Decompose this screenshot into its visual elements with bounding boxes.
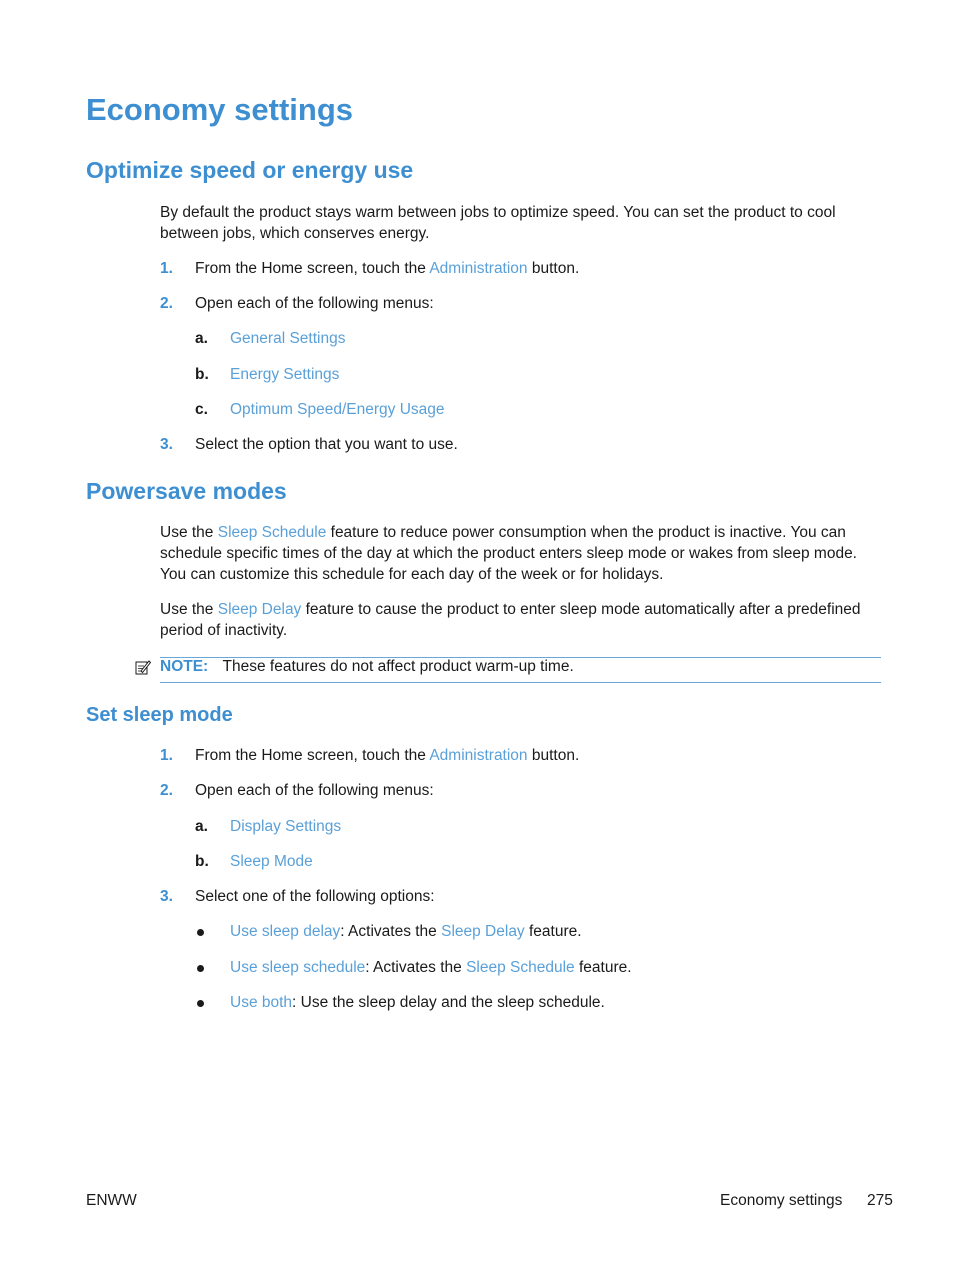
footer-left: ENWW [86, 1192, 137, 1209]
sleep-mode-link[interactable]: Sleep Mode [230, 853, 313, 870]
menu-letter: b. [195, 853, 209, 870]
note-label: NOTE: [160, 658, 209, 675]
intro-paragraph: By default the product stays warm between jobs to optimize speed. You can set the product to cool between jobs, which conserves energy. [160, 204, 836, 242]
sleep-schedule-link[interactable]: Sleep Schedule [217, 524, 327, 541]
use-sleep-delay-link[interactable]: Use sleep delay [230, 923, 341, 940]
note [160, 656, 574, 677]
section-heading-powersave: Powersave modes [86, 478, 287, 504]
step-number: 3. [160, 888, 173, 905]
sleep-delay-link[interactable]: Sleep Delay [441, 923, 525, 940]
menu-letter: c. [195, 401, 208, 418]
administration-link[interactable]: Administration [429, 747, 528, 764]
sleep-delay-link[interactable]: Sleep Delay [217, 601, 302, 618]
display-settings-link[interactable]: Display Settings [230, 818, 342, 835]
page-number: 275 [867, 1192, 893, 1209]
note-bottom-rule [160, 682, 881, 683]
step-number: 2. [160, 295, 173, 312]
bullet-icon [197, 1000, 204, 1007]
step-number: 1. [160, 747, 173, 764]
menu-letter: a. [195, 330, 208, 347]
bullet-icon [197, 929, 204, 936]
footer-section: Economy settings [720, 1192, 843, 1209]
sleep-schedule-link[interactable]: Sleep Schedule [466, 959, 575, 976]
sleep-schedule-paragraph: Use the Sleep Schedule feature to reduce power consumption when the product is inactive. You can schedule specific times of the day at which the product enters sleep mode or wakes from sleep mode. You can customize this schedule for each day of the week or for holidays. [160, 524, 857, 583]
page-title: Economy settings [86, 92, 353, 127]
optimum-speed-energy-link[interactable]: Optimum Speed/Energy Usage [230, 401, 445, 418]
administration-link[interactable]: Administration [429, 260, 528, 277]
section-heading-sleep-mode: Set sleep mode [86, 704, 233, 726]
note-pencil-icon [135, 659, 151, 675]
use-sleep-schedule-link[interactable]: Use sleep schedule [230, 959, 366, 976]
section-heading-optimize: Optimize speed or energy use [86, 157, 414, 183]
menu-letter: a. [195, 818, 208, 835]
step-number: 1. [160, 260, 173, 277]
step-number: 2. [160, 782, 173, 799]
menu-letter: b. [195, 366, 209, 383]
sleep-delay-paragraph: Use the Sleep Delay feature to cause the product to enter sleep mode automatically after a predefined period of inactivity. [160, 601, 861, 639]
bullet-icon [197, 965, 204, 972]
energy-settings-link[interactable]: Energy Settings [230, 366, 340, 383]
general-settings-link[interactable]: General Settings [230, 330, 346, 347]
note-text: These features do not affect product warm-up time. [222, 658, 574, 675]
use-both-link[interactable]: Use both [230, 994, 293, 1011]
step-number: 3. [160, 436, 173, 453]
